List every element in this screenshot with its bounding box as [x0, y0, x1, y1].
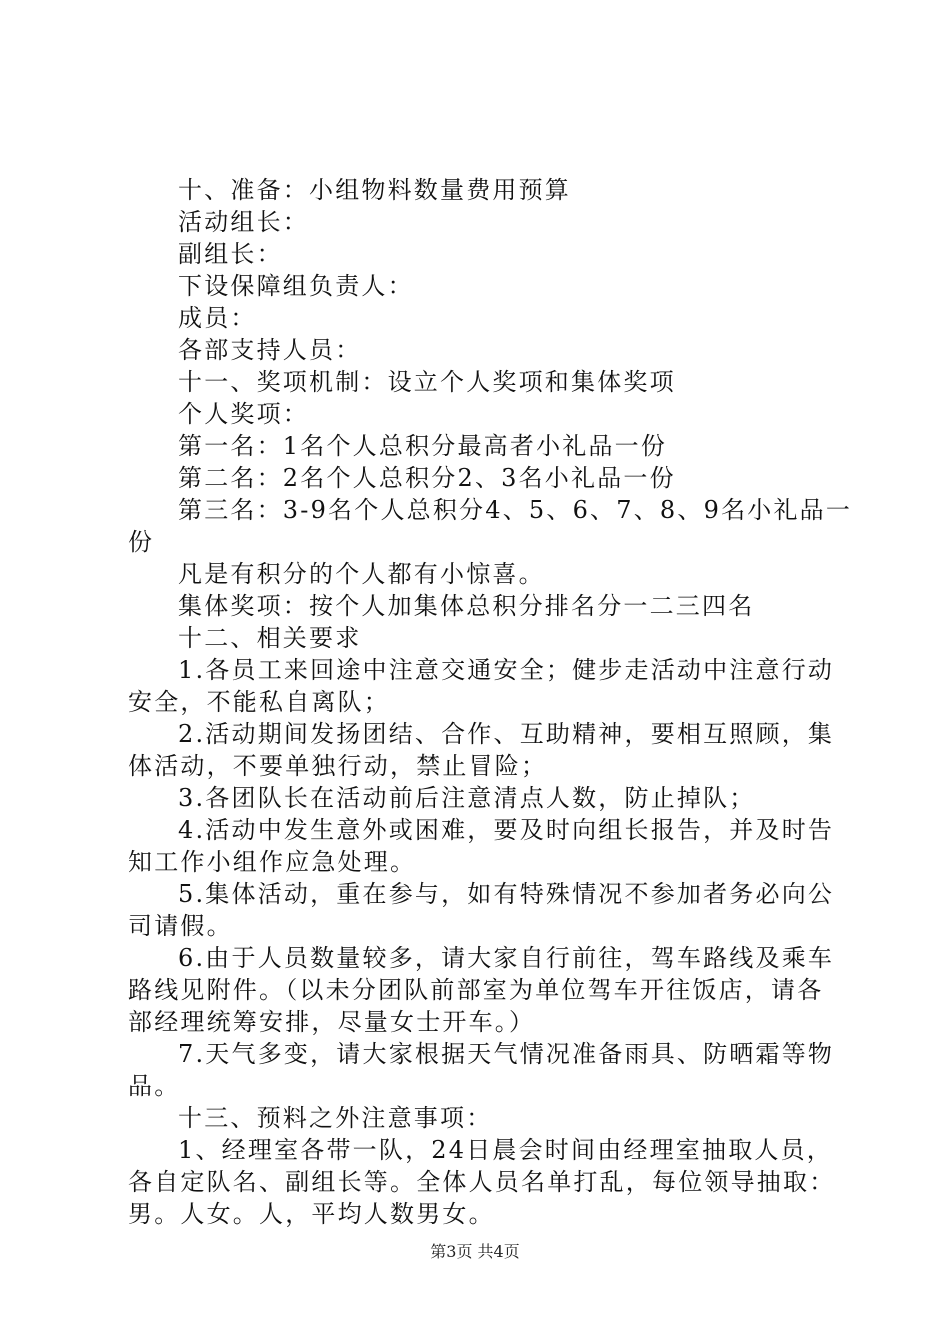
section-heading-awards: 十一、奖项机制：设立个人奖项和集体奖项: [178, 368, 676, 396]
text-line: 路线见附件。（以未分团队前部室为单位驾车开往饭店，请各: [128, 976, 824, 1004]
text-line: 第三名：3-9名个人总积分4、5、6、7、8、9名小礼品一: [178, 496, 853, 524]
text-line: 1、经理室各带一队，24日晨会时间由经理室抽取人员，: [178, 1136, 834, 1164]
section-heading-requirements: 十二、相关要求: [178, 624, 362, 652]
text-line: 男。人女。人，平均人数男女。: [128, 1200, 495, 1228]
document-body: [128, 174, 853, 1230]
text-line: 品。: [128, 1072, 181, 1100]
text-line: 6.由于人员数量较多，请大家自行前往，驾车路线及乘车: [178, 944, 835, 972]
text-line: 下设保障组负责人：: [178, 272, 414, 300]
text-line: 1.各员工来回途中注意交通安全；健步走活动中注意行动: [178, 656, 835, 684]
text-line: 部经理统筹安排，尽量女士开车。）: [128, 1008, 536, 1036]
text-line: 各部支持人员：: [178, 336, 362, 364]
section-heading-unexpected: 十三、预料之外注意事项：: [178, 1104, 493, 1132]
text-line: 4.活动中发生意外或困难，要及时向组长报告，并及时告: [178, 816, 835, 844]
text-line: 5.集体活动，重在参与，如有特殊情况不参加者务必向公: [178, 880, 835, 908]
text-line: 安全，不能私自离队；: [128, 688, 390, 716]
text-line: 副组长：: [178, 240, 283, 268]
text-line: 集体奖项：按个人加集体总积分排名分一二三四名: [178, 592, 755, 620]
text-line: 体活动，不要单独行动，禁止冒险；: [128, 752, 548, 780]
text-line: 活动组长：: [178, 208, 309, 236]
section-heading-preparation: 十、准备：小组物料数量费用预算: [178, 176, 571, 204]
text-line: 个人奖项：: [178, 400, 309, 428]
text-line: 司请假。: [128, 912, 233, 940]
text-line: 知工作小组作应急处理。: [128, 848, 417, 876]
text-line: 成员：: [178, 304, 257, 332]
text-line: 凡是有积分的个人都有小惊喜。: [178, 560, 545, 588]
text-line: 7.天气多变，请大家根据天气情况准备雨具、防晒霜等物: [178, 1040, 835, 1068]
text-line: 3.各团队长在活动前后注意清点人数，防止掉队；: [178, 784, 756, 812]
text-line: 份: [128, 528, 155, 556]
text-line: 第二名：2名个人总积分2、3名小礼品一份: [178, 464, 676, 492]
text-line: 2.活动期间发扬团结、合作、互助精神，要相互照顾，集: [178, 720, 835, 748]
page-number-footer: 第3页 共4页: [430, 1242, 520, 1261]
text-line: 第一名：1名个人总积分最高者小礼品一份: [178, 432, 668, 460]
text-line: 各自定队名、副组长等。全体人员名单打乱，每位领导抽取：: [128, 1168, 836, 1196]
